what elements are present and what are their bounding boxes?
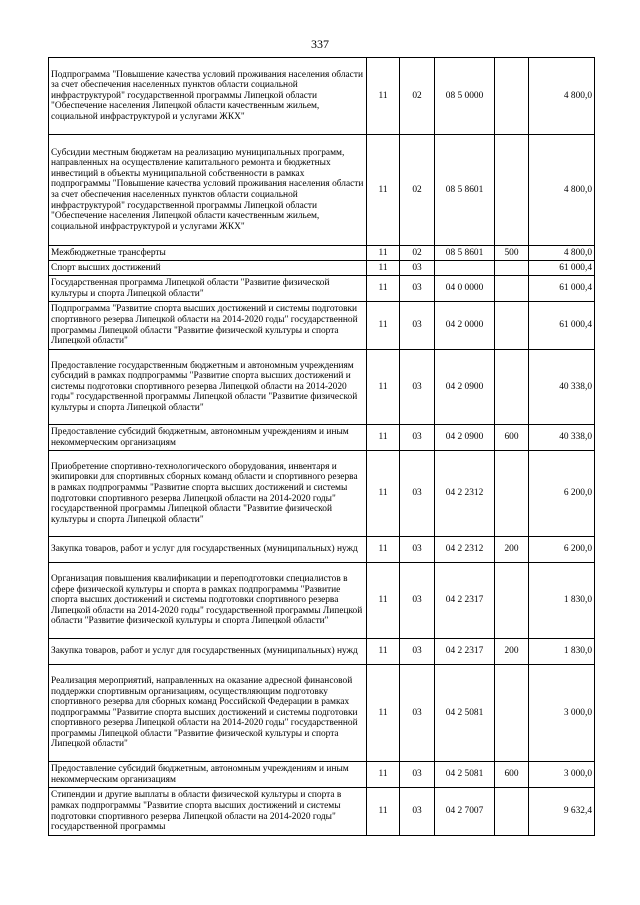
row-amount: 40 338,0 <box>529 350 595 425</box>
row-name: Субсидии местным бюджетам на реализацию муниципальных программ, направленных на осуществление капитального ремонта и бюджетных инвестиций в объекты муниципальной собственности в рамках подпрограммы "Повышение качества условий проживания населения области за счет обеспечения населенных пунктов области социальной инфраструктурой" государственной программы Липецкой области "Обеспечение населения Липецкой области качественным жильем, социальной инфраструктурой и услугами ЖКХ" <box>49 135 367 246</box>
table-row <box>49 451 595 537</box>
row-name: Спорт высших достижений <box>49 261 367 276</box>
budget-table <box>48 57 595 836</box>
row-section: 11 <box>367 425 400 451</box>
table-row <box>49 665 595 762</box>
row-target-item: 04 2 2317 <box>435 639 495 665</box>
row-name: Подпрограмма "Развитие спорта высших достижений и системы подготовки спортивного резерва Липецкой области на 2014-2020 годы" государственной программы Липецкой области "Развитие физической культуры и спорта Липецкой области" <box>49 302 367 350</box>
row-expense-type <box>495 135 529 246</box>
row-subsection: 03 <box>400 350 435 425</box>
row-section: 11 <box>367 451 400 537</box>
row-target-item <box>435 261 495 276</box>
row-name: Подпрограмма "Повышение качества условий проживания населения области за счет обеспечения населенных пунктов области социальной инфраструктурой" государственной программы Липецкой области "Обеспечение населения Липецкой области качественным жильем, социальной инфраструктурой и услугами ЖКХ" <box>49 58 367 135</box>
row-name: Предоставление субсидий бюджетным, автономным учреждениям и иным некоммерческим организациям <box>49 762 367 788</box>
table-row <box>49 302 595 350</box>
row-target-item: 08 5 8601 <box>435 135 495 246</box>
table-row <box>49 246 595 261</box>
row-name: Организация повышения квалификации и переподготовки специалистов в сфере физической культуры и спорта в рамках подпрограммы "Развитие спорта высших достижений и системы подготовки спортивного резерва Липецкой области на 2014-2020 годы" государственной программы Липецкой области "Развитие физической культуры и спорта Липецкой области" <box>49 563 367 639</box>
row-section: 11 <box>367 665 400 762</box>
row-target-item: 04 2 2312 <box>435 451 495 537</box>
row-target-item: 04 2 7007 <box>435 788 495 836</box>
row-section: 11 <box>367 788 400 836</box>
page-number: 337 <box>311 37 329 51</box>
row-section: 11 <box>367 537 400 563</box>
table-row <box>49 261 595 276</box>
row-target-item: 04 2 0900 <box>435 350 495 425</box>
row-section: 11 <box>367 261 400 276</box>
row-section: 11 <box>367 135 400 246</box>
row-name: Реализация мероприятий, направленных на оказание адресной финансовой поддержки спортивным организациям, осуществляющим подготовку спортивного резерва для сборных команд Российской Федерации в рамках подпрограммы "Развитие спорта высших достижений и системы подготовки спортивного резерва Липецкой области на 2014-2020 годы" государственной программы Липецкой области "Развитие физической культуры и спорта Липецкой области" <box>49 665 367 762</box>
row-name: Предоставление субсидий бюджетным, автономным учреждениям и иным некоммерческим организациям <box>49 425 367 451</box>
row-amount: 9 632,4 <box>529 788 595 836</box>
row-expense-type <box>495 788 529 836</box>
table-row <box>49 425 595 451</box>
row-expense-type: 500 <box>495 246 529 261</box>
row-subsection: 02 <box>400 58 435 135</box>
row-subsection: 03 <box>400 261 435 276</box>
row-section: 11 <box>367 639 400 665</box>
row-expense-type <box>495 261 529 276</box>
row-target-item: 04 0 0000 <box>435 276 495 302</box>
row-subsection: 03 <box>400 451 435 537</box>
row-amount: 3 000,0 <box>529 665 595 762</box>
row-target-item: 04 2 2312 <box>435 537 495 563</box>
row-amount: 4 800,0 <box>529 135 595 246</box>
row-subsection: 03 <box>400 537 435 563</box>
row-name: Предоставление государственным бюджетным и автономным учреждениям субсидий в рамках подпрограммы "Развитие спорта высших достижений и системы подготовки спортивного резерва Липецкой области на 2014-2020 годы" государственной программы Липецкой области "Развитие физической культуры и спорта Липецкой области" <box>49 350 367 425</box>
row-expense-type: 200 <box>495 639 529 665</box>
row-subsection: 02 <box>400 246 435 261</box>
row-expense-type: 600 <box>495 425 529 451</box>
table-row <box>49 788 595 836</box>
row-subsection: 03 <box>400 425 435 451</box>
row-amount: 4 800,0 <box>529 246 595 261</box>
row-expense-type <box>495 276 529 302</box>
row-amount: 3 000,0 <box>529 762 595 788</box>
row-amount: 61 000,4 <box>529 302 595 350</box>
row-amount: 6 200,0 <box>529 451 595 537</box>
row-expense-type <box>495 302 529 350</box>
row-name: Стипендии и другие выплаты в области физической культуры и спорта в рамках подпрограммы "Развитие спорта высших достижений и системы подготовки спортивного резерва Липецкой области на 2014-2020 годы" государственной программы <box>49 788 367 836</box>
row-target-item: 08 5 0000 <box>435 58 495 135</box>
row-amount: 1 830,0 <box>529 639 595 665</box>
row-name: Межбюджетные трансферты <box>49 246 367 261</box>
row-subsection: 03 <box>400 788 435 836</box>
table-row <box>49 762 595 788</box>
row-expense-type <box>495 350 529 425</box>
row-section: 11 <box>367 563 400 639</box>
table-row <box>49 276 595 302</box>
row-name: Государственная программа Липецкой области "Развитие физической культуры и спорта Липецкой области" <box>49 276 367 302</box>
row-name: Приобретение спортивно-технологического оборудования, инвентаря и экипировки для спортивных сборных команд области и спортивного резерва в рамках подпрограммы "Развитие спорта высших достижений и системы подготовки спортивного резерва Липецкой области на 2014-2020 годы" государственной программы Липецкой области "Развитие физической культуры и спорта Липецкой области" <box>49 451 367 537</box>
row-expense-type: 600 <box>495 762 529 788</box>
row-expense-type <box>495 451 529 537</box>
row-subsection: 03 <box>400 302 435 350</box>
row-target-item: 04 2 0000 <box>435 302 495 350</box>
row-amount: 6 200,0 <box>529 537 595 563</box>
row-name: Закупка товаров, работ и услуг для государственных (муниципальных) нужд <box>49 537 367 563</box>
row-subsection: 03 <box>400 762 435 788</box>
row-expense-type <box>495 665 529 762</box>
row-section: 11 <box>367 276 400 302</box>
row-name: Закупка товаров, работ и услуг для государственных (муниципальных) нужд <box>49 639 367 665</box>
row-target-item: 04 2 0900 <box>435 425 495 451</box>
row-amount: 40 338,0 <box>529 425 595 451</box>
row-expense-type <box>495 58 529 135</box>
row-section: 11 <box>367 302 400 350</box>
table-row <box>49 563 595 639</box>
row-section: 11 <box>367 58 400 135</box>
row-subsection: 03 <box>400 665 435 762</box>
budget-table-body <box>49 58 595 836</box>
row-amount: 1 830,0 <box>529 563 595 639</box>
row-section: 11 <box>367 246 400 261</box>
table-row <box>49 58 595 135</box>
row-subsection: 03 <box>400 639 435 665</box>
row-amount: 61 000,4 <box>529 261 595 276</box>
row-expense-type: 200 <box>495 537 529 563</box>
row-subsection: 03 <box>400 276 435 302</box>
row-amount: 61 000,4 <box>529 276 595 302</box>
row-subsection: 02 <box>400 135 435 246</box>
table-row <box>49 537 595 563</box>
row-target-item: 04 2 5081 <box>435 665 495 762</box>
row-target-item: 08 5 8601 <box>435 246 495 261</box>
row-target-item: 04 2 2317 <box>435 563 495 639</box>
row-expense-type <box>495 563 529 639</box>
row-subsection: 03 <box>400 563 435 639</box>
table-row <box>49 350 595 425</box>
table-row <box>49 135 595 246</box>
row-target-item: 04 2 5081 <box>435 762 495 788</box>
row-section: 11 <box>367 350 400 425</box>
row-amount: 4 800,0 <box>529 58 595 135</box>
row-section: 11 <box>367 762 400 788</box>
table-row <box>49 639 595 665</box>
